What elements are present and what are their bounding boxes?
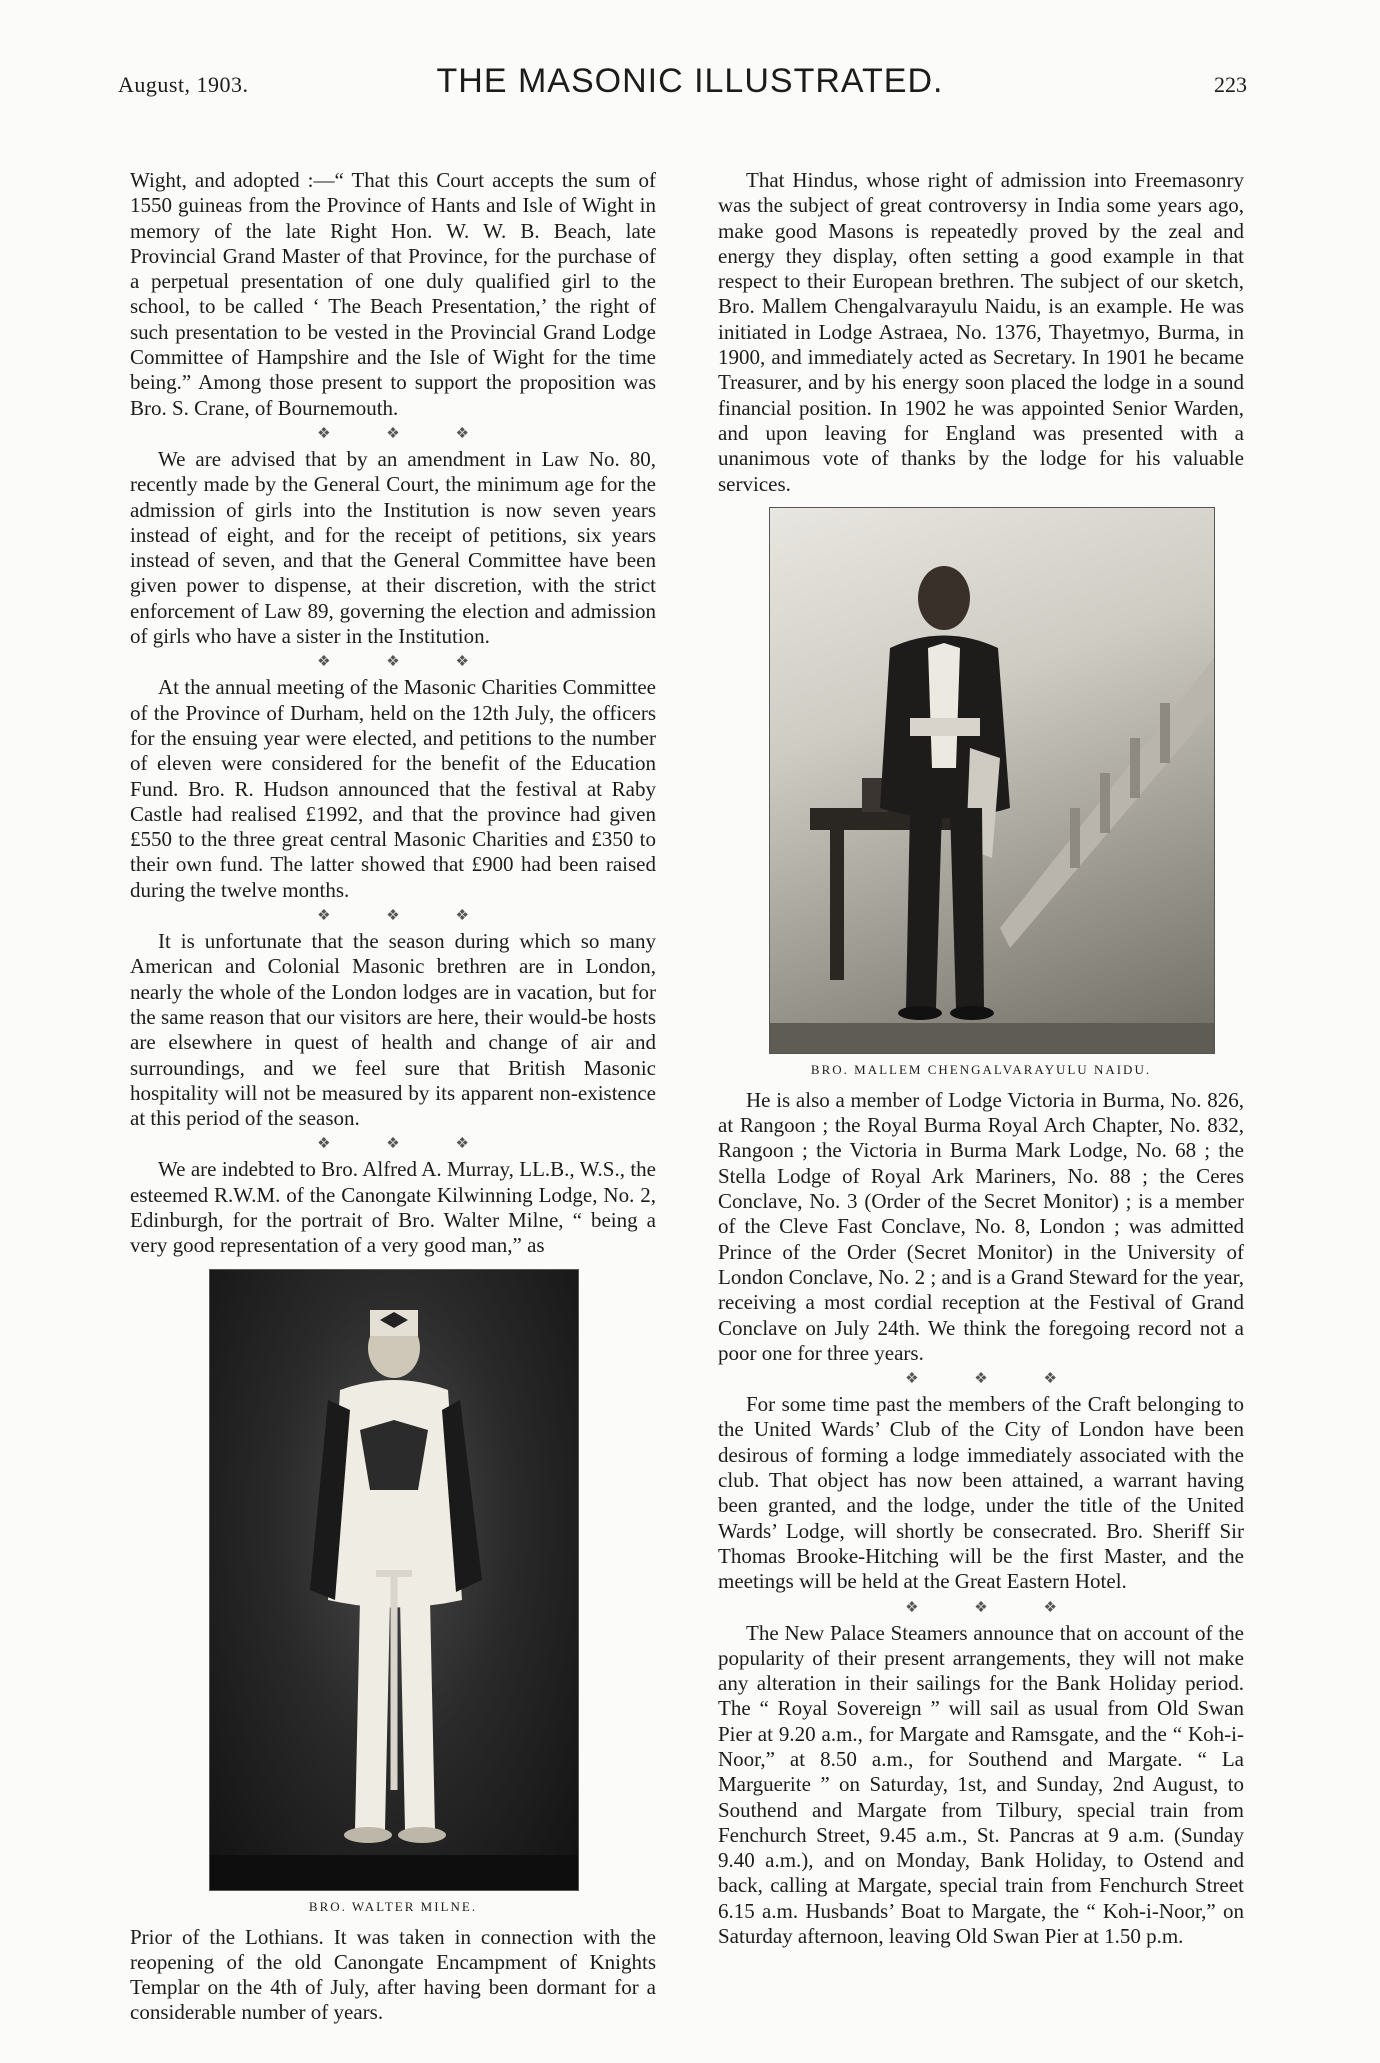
section-ornament: ❖ ❖ ❖	[905, 1599, 1083, 1616]
portrait-photo	[769, 507, 1215, 1054]
article-paragraph: We are indebted to Bro. Alfred A. Murray, LL.B., W.S., the esteemed R.W.M. of the Canongate Kilwinning Lodge, No. 2, Edinburgh, for the portrait of Bro. Walter Milne, “ being a very good representation of a very good man,” as	[130, 1157, 656, 1258]
section-ornament: ❖ ❖ ❖	[317, 425, 495, 442]
right-column	[718, 168, 1244, 1949]
portrait-figure-naidu	[718, 507, 1244, 1078]
issue-date: August, 1903.	[118, 72, 249, 97]
article-paragraph: That Hindus, whose right of admission into Freemasonry was the subject of great controversy in India some years ago, make good Masons is repeatedly proved by the zeal and energy they display, often setting a good example in that respect to their European brethren. The subject of our sketch, Bro. Mallem Chengalvarayulu Naidu, is an example. He was initiated in Lodge Astraea, No. 1376, Thayetmyo, Burma, in 1900, and immediately acted as Secretary. In 1901 he became Treasurer, and by his energy soon placed the lodge in a sound financial position. In 1902 he was appointed Senior Warden, and upon leaving for England was presented with a unanimous vote of thanks by the lodge for his valuable services.	[718, 168, 1244, 496]
figure-caption: BRO. MALLEM CHENGALVARAYULU NAIDU.	[810, 1061, 1152, 1077]
article-paragraph: He is also a member of Lodge Victoria in Burma, No. 826, at Rangoon ; the Royal Burma Royal Arch Chapter, No. 832, Rangoon ; the Victoria in Burma Mark Lodge, No. 68 ; the Stella Lodge of Royal Ark Mariners, No. 88 ; the Ceres Conclave, No. 3 (Order of the Secret Monitor) ; is a member of the Cleve Fast Conclave, No. 8, London ; was admitted Prince of the Order (Secret Monitor) in the University of London Conclave, No. 2 ; and is a Grand Steward for the year, receiving a most cordial reception at the Festival of Grand Conclave on July 24th. We think the foregoing record not a poor one for three years.	[718, 1087, 1244, 1365]
article-paragraph: Prior of the Lothians. It was taken in connection with the reopening of the old Canongate Encampment of Knights Templar on the 4th of July, after having been dormant for a considerable number of years.	[130, 1924, 656, 2025]
article-paragraph: The New Palace Steamers announce that on account of the popularity of their present arrangements, they will not make any alteration in their sailings for the Bank Holiday period. The “ Royal Sovereign ” will sail as usual from Old Swan Pier at 9.20 a.m., for Margate and Ramsgate, and the “ Koh-i-Noor,” at 8.50 a.m., for Southend and Margate. “ La Marguerite ” on Saturday, 1st, and Sunday, 2nd August, to Southend and Margate from Tilbury, special train from Fenchurch Street, 9.45 a.m., St. Pancras at 9 a.m. (Sunday 9.40 a.m.), and on Monday, Bank Holiday, to Ostend and back, calling at Margate, special train from Fenchurch Street 6.15 a.m. Husbands’ Boat to Margate, the “ Koh-i-Noor,” on Saturday afternoon, leaving Old Swan Pier at 1.50 p.m.	[718, 1620, 1244, 1949]
article-paragraph: Wight, and adopted :—“ That this Court accepts the sum of 1550 guineas from the Province of Hants and Isle of Wight in memory of the late Right Hon. W. W. B. Beach, late Provincial Grand Master of that Province, for the purchase of a perpetual presentation of one duly qualified girl to the school, to be called ‘ The Beach Presentation,’ the right of such presentation to be vested in the Provincial Grand Lodge Committee of Hampshire and the Isle of Wight for the time being.” Among those present to support the proposition was Bro. S. Crane, of Bournemouth.	[130, 168, 656, 420]
section-ornament: ❖ ❖ ❖	[905, 1371, 1083, 1388]
portrait-figure-milne	[130, 1269, 656, 1915]
portrait-photo	[209, 1269, 579, 1891]
article-paragraph: For some time past the members of the Craft belonging to the United Wards’ Club of the City of London have been desirous of forming a lodge immediately associated with the club. That object has now been attained, a warrant having been granted, and the lodge, under the title of the United Wards’ Lodge, will shortly be consecrated. Bro. Sheriff Sir Thomas Brooke-Hitching will be the first Master, and the meetings will be held at the Great Eastern Hotel.	[718, 1392, 1244, 1594]
section-ornament: ❖ ❖ ❖	[317, 654, 495, 671]
article-paragraph: We are advised that by an amendment in Law No. 80, recently made by the General Court, the minimum age for the admission of girls into the Institution is now seven years instead of eight, and for the receipt of petitions, six years instead of seven, and that the General Committee have been given power to dispense, at their discretion, with the strict enforcement of Law 89, governing the election and admission of girls who have a sister in the Institution.	[130, 446, 656, 649]
page-number: 223	[1214, 72, 1247, 97]
section-ornament: ❖ ❖ ❖	[317, 908, 495, 925]
left-column	[130, 168, 656, 2026]
publication-title: THE MASONIC ILLUSTRATED.	[436, 62, 944, 100]
article-paragraph: At the annual meeting of the Masonic Charities Committee of the Province of Durham, held on the 12th July, the officers for the ensuing year were elected, and petitions to the number of eleven were considered for the benefit of the Education Fund. Bro. R. Hudson announced that the festival at Raby Castle had realised £1992, and that the province had given £550 to the three great central Masonic Charities and £350 to their own fund. The latter showed that £900 had been raised during the twelve months.	[130, 675, 656, 902]
article-paragraph: It is unfortunate that the season during which so many American and Colonial Masonic brethren are in London, nearly the whole of the London lodges are in vacation, but for the same reason that our visitors are here, their would-be hosts are elsewhere in quest of health and change of air and surroundings, and we feel sure that British Masonic hospitality will not be measured by its apparent non-existence at this period of the season.	[130, 929, 656, 1131]
standing-figure-icon	[770, 508, 1214, 1053]
section-ornament: ❖ ❖ ❖	[317, 1136, 495, 1153]
standing-figure-icon	[210, 1270, 578, 1890]
page-header	[0, 0, 1380, 120]
figure-caption: BRO. WALTER MILNE.	[308, 1898, 478, 1914]
